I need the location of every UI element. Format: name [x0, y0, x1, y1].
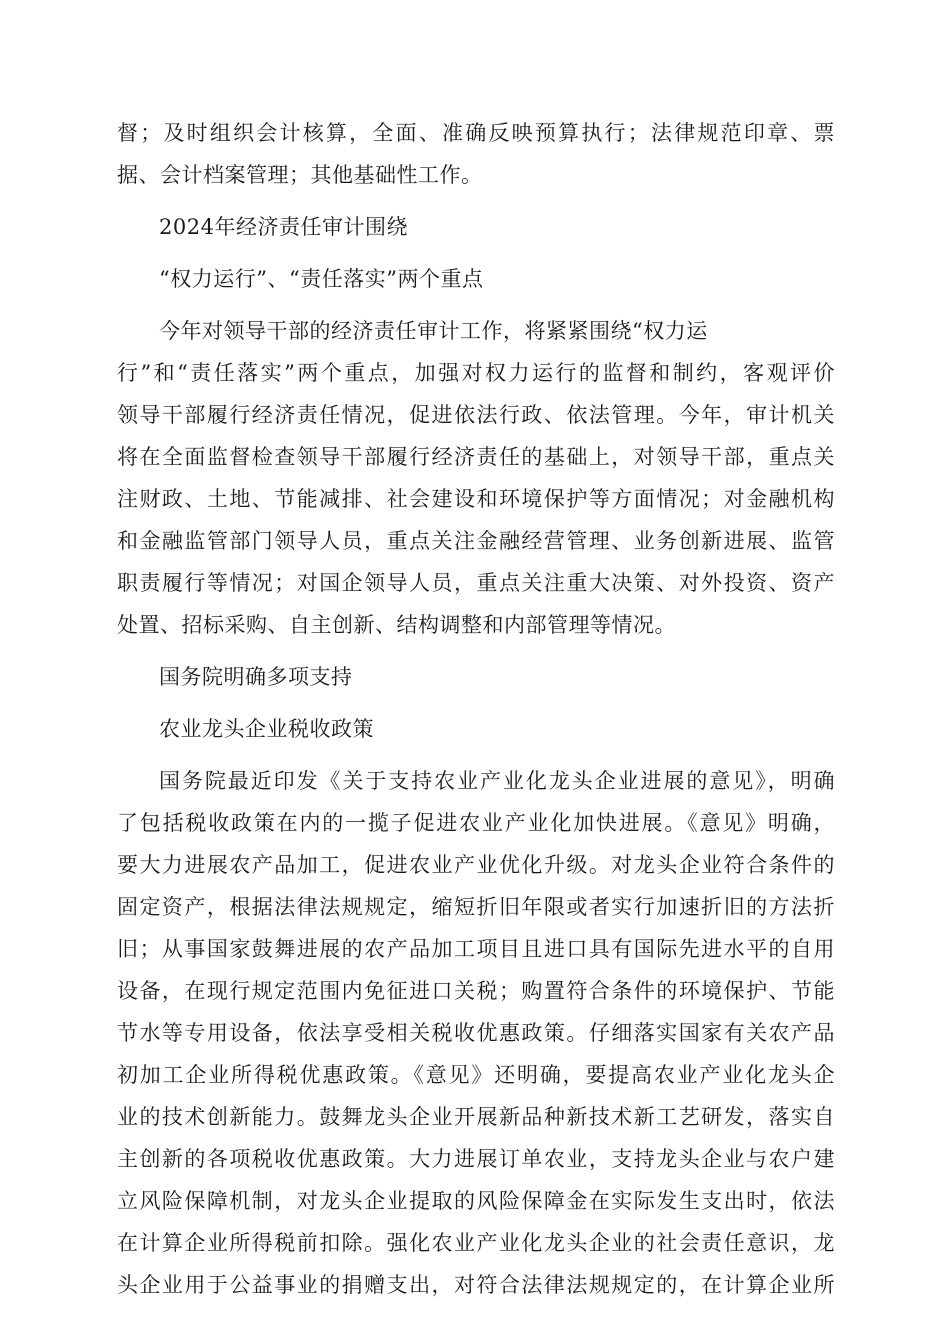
- text-line: 国务院最近印发《关于支持农业产业化龙头企业进展的意见》，明确: [159, 769, 835, 793]
- text-line: 立风险保障机制，对龙头企业提取的风险保障金在实际发生支出时，依法: [117, 1189, 835, 1213]
- text-line: 处置、招标采购、自主创新、结构调整和内部管理等情况。: [117, 613, 676, 637]
- section-heading-line-1: 2024年经济责任审计围绕: [159, 215, 408, 239]
- text-line: 业的技术创新能力。鼓舞龙头企业开展新品种新技术新工艺研发，落实自: [117, 1105, 835, 1129]
- text-line: 要大力进展农产品加工，促进农业产业优化升级。对龙头企业符合条件的: [117, 853, 835, 877]
- section-heading-line-1: 国务院明确多项支持: [159, 665, 353, 689]
- text-line: 初加工企业所得税优惠政策。《意见》还明确，要提高农业产业化龙头企: [117, 1063, 835, 1087]
- text-line: 旧；从事国家鼓舞进展的农产品加工项目且进口具有国际先进水平的自用: [117, 937, 835, 961]
- text-line: 职责履行等情况；对国企领导人员，重点关注重大决策、对外投资、资产: [117, 571, 835, 595]
- text-line: 督；及时组织会计核算，全面、准确反映预算执行；法律规范印章、票: [117, 121, 835, 145]
- text-line: 设备，在现行规定范围内免征进口关税；购置符合条件的环境保护、节能: [117, 979, 835, 1003]
- section-heading-line-2: 农业龙头企业税收政策: [159, 717, 374, 741]
- audit-paragraph: [117, 310, 835, 646]
- section-heading-line-2: “权力运行”、“责任落实”两个重点: [159, 267, 484, 291]
- document-body: [117, 112, 835, 1306]
- tax-policy-paragraph: [117, 760, 835, 1306]
- text-line: 今年对领导干部的经济责任审计工作，将紧紧围绕“权力运: [159, 319, 708, 343]
- text-line: 和金融监管部门领导人员，重点关注金融经营管理、业务创新进展、监管: [117, 529, 835, 553]
- text-line: 了包括税收政策在内的一揽子促进农业产业化加快进展。《意见》明确，: [117, 811, 835, 835]
- text-line: 注财政、土地、节能减排、社会建设和环境保护等方面情况；对金融机构: [117, 487, 835, 511]
- text-line: 据、会计档案管理；其他基础性工作。: [117, 163, 483, 187]
- text-line: 在计算企业所得税前扣除。强化农业产业化龙头企业的社会责任意识，龙: [117, 1231, 835, 1255]
- text-line: 头企业用于公益事业的捐赠支出，对符合法律法规规定的，在计算企业所: [117, 1273, 835, 1297]
- text-line: 行”和“责任落实”两个重点，加强对权力运行的监督和制约，客观评价: [117, 361, 835, 385]
- text-line: 节水等专用设备，依法享受相关税收优惠政策。仔细落实国家有关农产品: [117, 1021, 835, 1045]
- continuation-paragraph: [117, 112, 835, 196]
- text-line: 固定资产，根据法律法规规定，缩短折旧年限或者实行加速折旧的方法折: [117, 895, 835, 919]
- text-line: 主创新的各项税收优惠政策。大力进展订单农业，支持龙头企业与农户建: [117, 1147, 835, 1171]
- text-line: 将在全面监督检查领导干部履行经济责任的基础上，对领导干部，重点关: [117, 445, 835, 469]
- text-line: 领导干部履行经济责任情况，促进依法行政、依法管理。今年，审计机关: [117, 403, 835, 427]
